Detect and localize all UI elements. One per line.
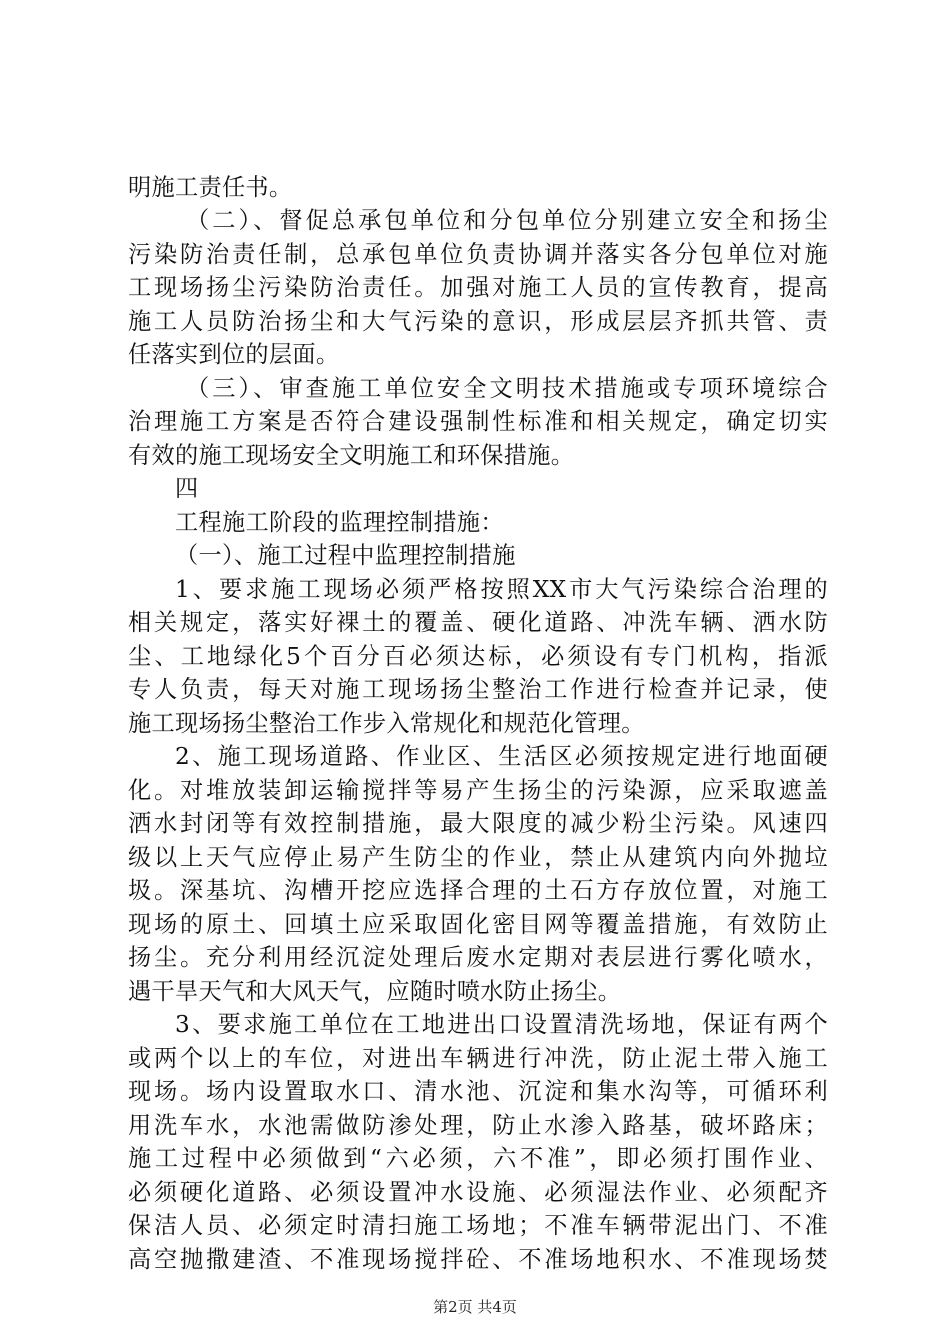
text-line: 扬尘。充分利用经沉淀处理后废水定期对表层进行雾化喷水， [128, 944, 828, 971]
text-line: 高空抛撒建渣、不准现场搅拌砼、不准场地积水、不准现场焚 [128, 1246, 828, 1273]
text-line: 用洗车水，水池需做防渗处理，防止水渗入路基，破坏路床； [128, 1112, 828, 1139]
text-line: 3、要求施工单位在工地进出口设置清洗场地，保证有两个 [175, 1011, 828, 1038]
text-line: 洒水封闭等有效控制措施，最大限度的减少粉尘污染。风速四 [128, 810, 828, 837]
text-line: 保洁人员、必须定时清扫施工场地；不准车辆带泥出门、不准 [128, 1212, 828, 1239]
text-line: 施工现场扬尘整治工作步入常规化和规范化管理。 [128, 710, 645, 737]
text-line: （三）、审查施工单位安全文明技术措施或专项环境综合 [186, 375, 828, 402]
text-line: 工现场扬尘污染防治责任。加强对施工人员的宣传教育，提高 [128, 274, 828, 301]
text-line: 化。对堆放装卸运输搅拌等易产生扬尘的污染源，应采取遮盖 [128, 777, 828, 804]
section-number: 四 [175, 475, 199, 502]
text-line: 必须硬化道路、必须设置冲水设施、必须湿法作业、必须配齐 [128, 1179, 828, 1206]
text-line: 任落实到位的层面。 [128, 341, 340, 368]
text-line: 级以上天气应停止易产生防尘的作业，禁止从建筑内向外抛垃 [128, 844, 828, 871]
text-line: 施工人员防治扬尘和大气污染的意识，形成层层齐抓共管、责 [128, 308, 828, 335]
page-number-footer: 第2页 共4页 [433, 1298, 517, 1316]
text-line: （二）、督促总承包单位和分包单位分别建立安全和扬尘 [186, 207, 828, 234]
text-line: 遇干旱天气和大风天气，应随时喷水防止扬尘。 [128, 978, 622, 1005]
text-line: 有效的施工现场安全文明施工和环保措施。 [128, 442, 575, 469]
text-line: 现场的原土、回填土应采取固化密目网等覆盖措施，有效防止 [128, 911, 828, 938]
text-line: 现场。场内设置取水口、清水池、沉淀和集水沟等，可循环利 [128, 1078, 828, 1105]
text-line: 或两个以上的车位，对进出车辆进行冲洗，防止泥土带入施工 [128, 1045, 828, 1072]
text-line: 圾。深基坑、沟槽开挖应选择合理的土石方存放位置，对施工 [128, 877, 828, 904]
section-heading: 工程施工阶段的监理控制措施： [175, 509, 504, 536]
text-line: 1、要求施工现场必须严格按照XX市大气污染综合治理的 [175, 576, 828, 603]
text-line: 专人负责，每天对施工现场扬尘整治工作进行检查并记录，使 [128, 676, 828, 703]
text-line: 施工过程中必须做到“六必须，六不准”，即必须打围作业、 [128, 1145, 828, 1172]
text-line: 2、施工现场道路、作业区、生活区必须按规定进行地面硬 [175, 743, 828, 770]
text-line: 相关规定，落实好裸土的覆盖、硬化道路、冲洗车辆、洒水防 [128, 609, 828, 636]
text-line: 尘、工地绿化5个百分百必须达标，必须设有专门机构，指派 [128, 643, 828, 670]
text-line: 治理施工方案是否符合建设强制性标准和相关规定，确定切实 [128, 408, 828, 435]
subsection-heading: （一）、施工过程中监理控制措施 [175, 542, 516, 569]
text-line: 明施工责任书。 [128, 174, 293, 201]
text-line: 污染防治责任制，总承包单位负责协调并落实各分包单位对施 [128, 241, 828, 268]
